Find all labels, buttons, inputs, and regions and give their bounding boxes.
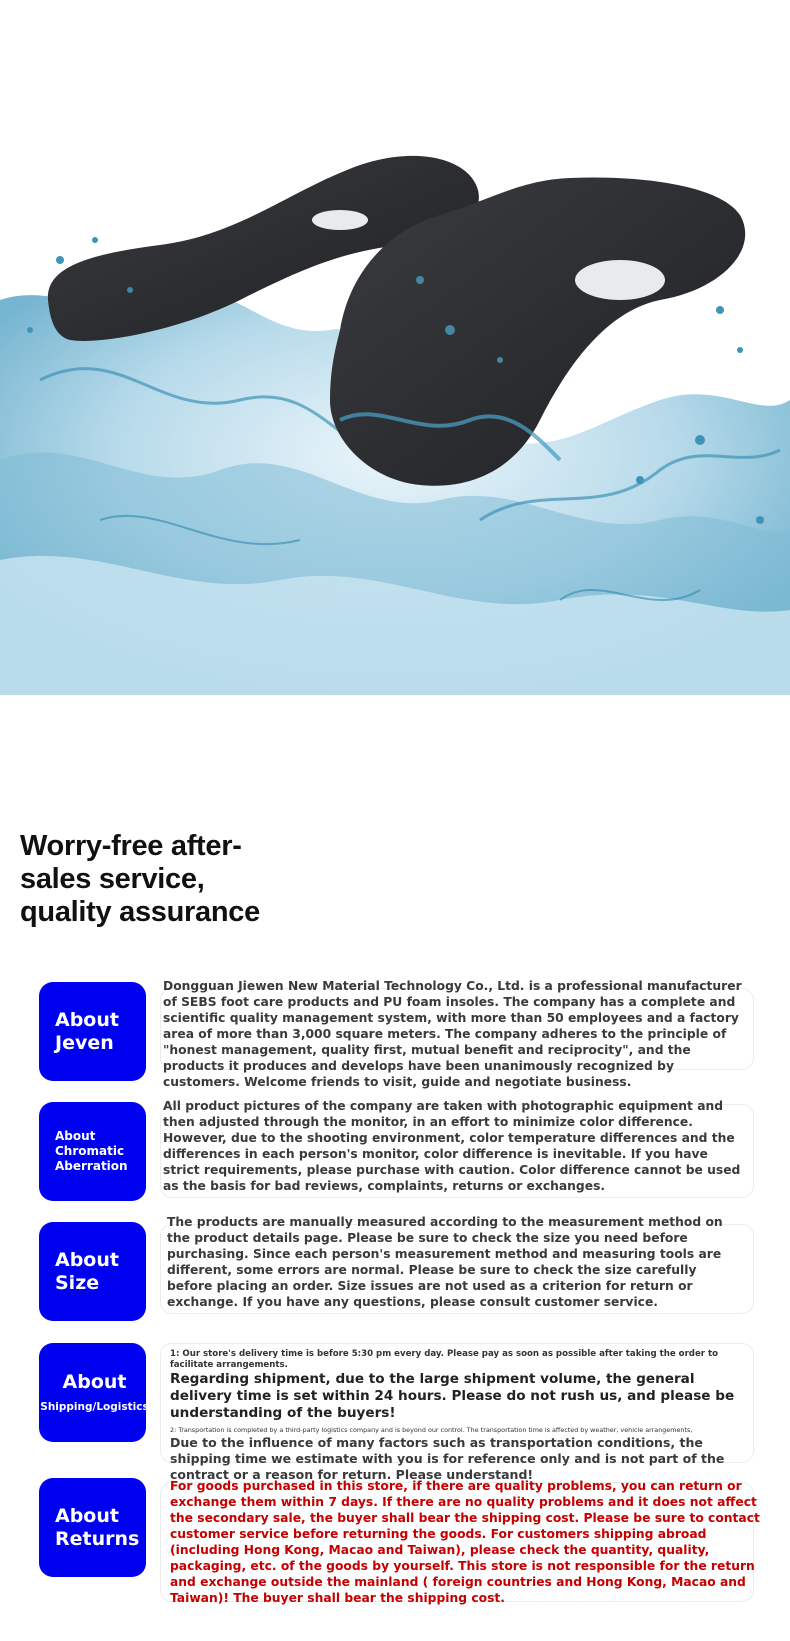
badge-label-line2: Shipping/Logistics [40, 1400, 149, 1413]
page-title [20, 830, 320, 929]
section-about-jeven [0, 970, 790, 1089]
about-size-text: The products are manually measured according to the measurement method on the product details page. Please be sure to check the size you need before purchasing. Since each person's measurement method and measuring tools are different, some errors are normal. Please be sure to check the size carefully before placing an order. Size issues are not used as a criterion for return or exchange. If you have any questions, please consult customer service. [167, 1215, 723, 1309]
badge-label-line1: About [55, 1008, 119, 1031]
badge-label-line1: About [55, 1129, 96, 1143]
about-jeven-badge [39, 982, 146, 1081]
section-about-chromatic-aberration [0, 1090, 790, 1200]
title-line-2: sales service, [20, 863, 205, 895]
about-chromatic-badge [39, 1102, 146, 1201]
title-line-3: quality assurance [20, 896, 260, 928]
about-shipping-badge [39, 1343, 149, 1442]
badge-label-line1: About [55, 1504, 119, 1527]
badge-label-line2: Size [55, 1271, 100, 1294]
section-about-size [0, 1210, 790, 1320]
badge-label-line2: Returns [55, 1527, 140, 1550]
shipping-main-2: Due to the influence of many factors such as transportation conditions, the shipping time we estimate with you is for reference only and is not part of the contract or a reason for return. Please understand! [170, 1435, 725, 1482]
about-returns-text: For goods purchased in this store, if there are quality problems, you can return or exchange them within 7 days. If there are no quality problems and it does not affect the secondary sale, the buyer shall bear the shipping cost. Please be sure to contact customer service before returning the goods. For customers shipping abroad (including Hong Kong, Macao and Taiwan), please check the quantity, quality, packaging, etc. of the goods by yourself. This store is not responsible for the return and exchange outside the mainland ( foreign countries and Hong Kong, Macao and Taiwan)! The buyer shall bear the shipping cost. [170, 1479, 760, 1605]
section-about-returns [0, 1470, 790, 1605]
badge-label-line1: About [62, 1370, 127, 1393]
about-returns-badge [39, 1478, 146, 1577]
badge-label-line1: About [55, 1248, 119, 1271]
about-shipping-text [170, 1349, 760, 1483]
about-jeven-text: Dongguan Jiewen New Material Technology Co., Ltd. is a professional manufacturer of SEBS foot care products and PU foam insoles. The company has a complete and scientific quality management system, with more than 50 employees and a factory area of more than 3,000 square meters. The company adheres to the principle of "honest management, quality first, mutual benefit and reciprocity", and the products it produces and develops have been unanimously recognized by customers. Welcome friends to visit, guide and negotiate business. [163, 979, 742, 1089]
shipping-note-2: 2: Transportation is completed by a third-party logistics company and is beyond our control. The transportation time is affected by weather, vehicle arrangements, [170, 1426, 693, 1434]
about-size-badge [39, 1222, 146, 1321]
shipping-main-1: Regarding shipment, due to the large shipment volume, the general delivery time is set within 24 hours. Please do not rush us, and please be understanding of the buyers! [170, 1371, 735, 1421]
product-hero-image [0, 0, 790, 695]
about-chromatic-text: All product pictures of the company are taken with photographic equipment and then adjusted through the monitor, in an effort to minimize color difference. However, due to the shooting environment, color temperature differences and the differences in each person's monitor, color difference is inevitable. If you have strict requirements, please purchase with caution. Color difference cannot be used as the basis for bad reviews, complaints, returns or exchanges. [163, 1099, 741, 1193]
section-about-shipping [0, 1335, 790, 1482]
title-line-1: Worry-free after- [20, 830, 242, 862]
badge-label-line2: Chromatic [55, 1144, 125, 1158]
badge-label-line2: Jeven [55, 1031, 114, 1054]
shipping-note-1: 1: Our store's delivery time is before 5:30 pm every day. Please pay as soon as possible after taking the order to facilitate arrangements. [170, 1349, 719, 1370]
insoles-water-illustration [0, 0, 790, 695]
badge-label-line3: Aberration [55, 1159, 128, 1173]
